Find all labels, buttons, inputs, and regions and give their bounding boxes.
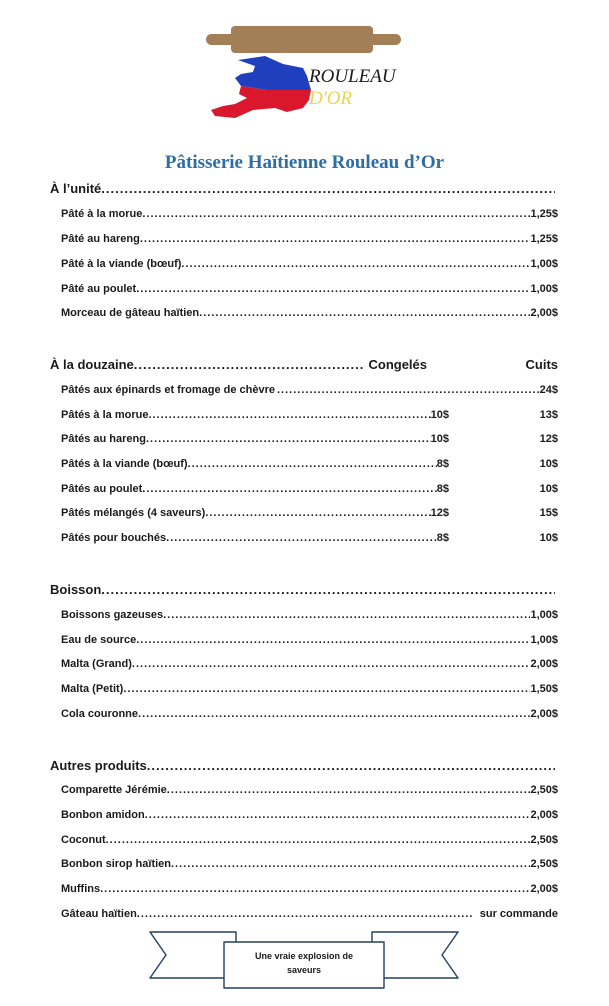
menu-item: Pâté au hareng ..... 1,25$ — [61, 232, 558, 246]
tagline: Une vraie explosion de saveurs — [254, 951, 354, 975]
menu-item: Pâtés au hareng ..... 10$ 12$ — [61, 432, 558, 446]
menu-item: Eau de source ..... 1,00$ — [61, 633, 558, 647]
section-heading-douzaine: À la douzaine ..... Congelés Cuits — [50, 357, 558, 373]
menu-item: Muffins ..... 2,00$ — [61, 882, 558, 896]
rouleau-dor-logo — [205, 22, 405, 126]
menu-item: Pâtés au poulet ..... 8$ 10$ — [61, 482, 558, 496]
menu-item: Pâtés aux épinards et fromage de chèvre ..... 24$ — [61, 383, 558, 397]
section-heading-boisson: Boisson ..... — [50, 582, 555, 598]
rolling-pin-icon — [206, 26, 401, 53]
column-header-cooked: Cuits — [525, 357, 558, 372]
section-heading-autres: Autres produits ..... — [50, 758, 555, 774]
logo-text-rouleau: ROULEAU — [309, 66, 396, 87]
menu-item: Pâté à la morue ..... 1,25$ — [61, 207, 558, 221]
page-title: Pâtisserie Haïtienne Rouleau d’Or — [164, 152, 445, 173]
logo-text-dor: D'OR — [309, 88, 353, 109]
section-heading-unite: À l’unité ..... — [50, 181, 555, 197]
menu-item: Pâté au poulet ..... 1,00$ — [61, 282, 558, 296]
menu-item: Malta (Petit) ..... 1,50$ — [61, 682, 558, 696]
menu-item: Cola couronne ..... 2,00$ — [61, 707, 558, 721]
menu-item: Boissons gazeuses ..... 1,00$ — [61, 608, 558, 622]
menu-item: Bonbon sirop haïtien ..... 2,50$ — [61, 857, 558, 871]
menu-item: Comparette Jérémie ..... 2,50$ — [61, 783, 558, 797]
haiti-flag-map-icon — [211, 56, 311, 118]
menu-item: Pâté à la viande (bœuf) ..... 1,00$ — [61, 257, 558, 271]
menu-item: Pâtés à la morue ..... 10$ 13$ — [61, 408, 558, 422]
menu-item: Morceau de gâteau haïtien ..... 2,00$ — [61, 306, 558, 320]
menu-item: Pâtés mélangés (4 saveurs) ..... 12$ 15$ — [61, 506, 558, 520]
column-header-frozen: Congelés — [368, 357, 427, 372]
menu-item: Pâtés pour bouchés ..... 8$ 10$ — [61, 531, 558, 545]
menu-item: Coconut ..... 2,50$ — [61, 833, 558, 847]
menu-item: Pâtés à la viande (bœuf) ..... 8$ 10$ — [61, 457, 558, 471]
menu-item: Gâteau haïtien ..... sur commande — [61, 907, 558, 921]
menu-item: Malta (Grand) ..... 2,00$ — [61, 657, 558, 671]
menu-item: Bonbon amidon ..... 2,00$ — [61, 808, 558, 822]
